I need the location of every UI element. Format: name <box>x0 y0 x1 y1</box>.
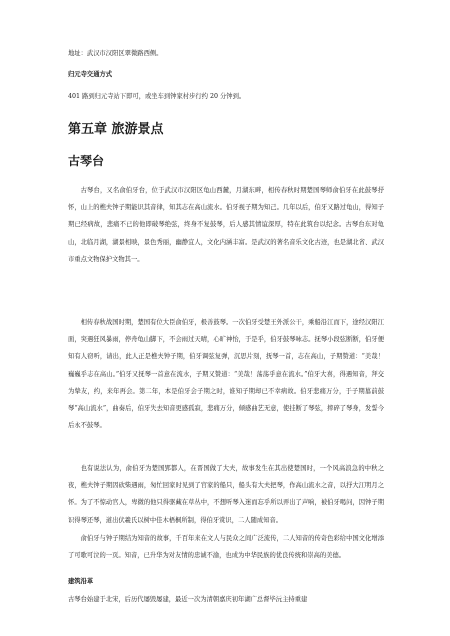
history-heading: 建筑沿革 <box>68 578 94 585</box>
paragraph-intro: 古琴台，又名俞伯牙台，位于武汉市汉阳区龟山西麓，月湖东畔，相传春秋时期楚国琴师俞伯牙在此鼓琴抒怀，山上的樵夫钟子期能识其音律，知其志在高山流水。伯牙视子期为知己。几年以后，伯牙又路过龟山，得知子期已经病故，悲痛不已的他即破琴绝弦，终身不复鼓琴，后人感其情谊深厚，特在此筑台以纪念。古琴台东对龟山，北临月湖，湖景相映，景色秀丽，幽静宜人，文化内涵丰富。是武汉的著名音乐文化古迹，也是湖北省、武汉市重点文物保护文物其一。 <box>68 187 384 263</box>
paragraph-significance: 俞伯牙与钟子期结为知音的故事，千百年来在文人与民众之间广泛流传，二人知音的传奇色彩给中国文化增添了可歌可泣的一页。知音，已升华为对友情的忠诚不渝，也成为中华民族的优良传统和崇高的美德。 <box>68 535 384 560</box>
transport-heading: 归元寺交通方式 <box>68 71 113 78</box>
address-line: 地址：武汉市汉阳区翠微路西侧。 <box>68 50 163 57</box>
transport-text: 401 路到归元寺站下即可，或坐车到钟家村步行约 20 分钟到。 <box>68 93 246 100</box>
chapter-title: 第五章 旅游景点 <box>68 122 164 137</box>
paragraph-alt-legend: 也有说法认为，俞伯牙为楚国郢都人，在晋国做了大夫，故事发生在其出使楚国时，一个风高浪急的中秋之夜，樵夫钟子期因砍柴遇雨，匆忙回家时见到了官家的船只，船头有大夫把琴，作高山流水之音，以抒大江明月之怀。为了不惊动官人，卑微的他只得驱藏在草丛中，不想听琴入迷而忘乎所以弄出了声响，被伯牙喝问，因钟子期识得琴还琴，道出伏羲氏以树中佳木梧桐所制，得伯牙赏识，二人随成知音。 <box>68 465 384 524</box>
history-text: 古琴台始建于北宋，后历代屡毁屡建，最近一次为清朝嘉庆初年湖广总督毕沅主持重建 <box>68 596 308 603</box>
paragraph-legend: 相传春秋战国时期，楚国有位大臣俞伯牙，极善鼓琴。一次伯牙受楚王外派公干，乘船沿江而下，途经汉阳江面，突遇狂风暴雨，停舟龟山脚下，不会雨过天晴，心旷神怡，于是乎，伯牙鼓琴咏志。抚琴小段弦断断，伯牙便知有人窃听，请出，此人正是樵夫钟子期，伯牙调弦复弹，沉思片刻，抚琴一首，志在高山，子期赞道：“美哉！巍巍乎志在高山。”伯牙又抚琴一首意在流水，子期又赞道：“美哉！荡荡乎意在流水。”伯牙大喜，得遇知音，拜交为挚友，约，来年再会。第二年，本是伯牙会子期之时，谁知子期却已不幸病故。伯牙悲痛万分，于子期墓前鼓琴“高山流水”，曲奏后，伯牙失去知音更感孤寂，悲痛万分，倾感曲艺无意，使挂断了琴弦，摔碎了琴身，发誓今后永不鼓琴。 <box>68 319 384 430</box>
section-title: 古琴台 <box>68 154 105 168</box>
